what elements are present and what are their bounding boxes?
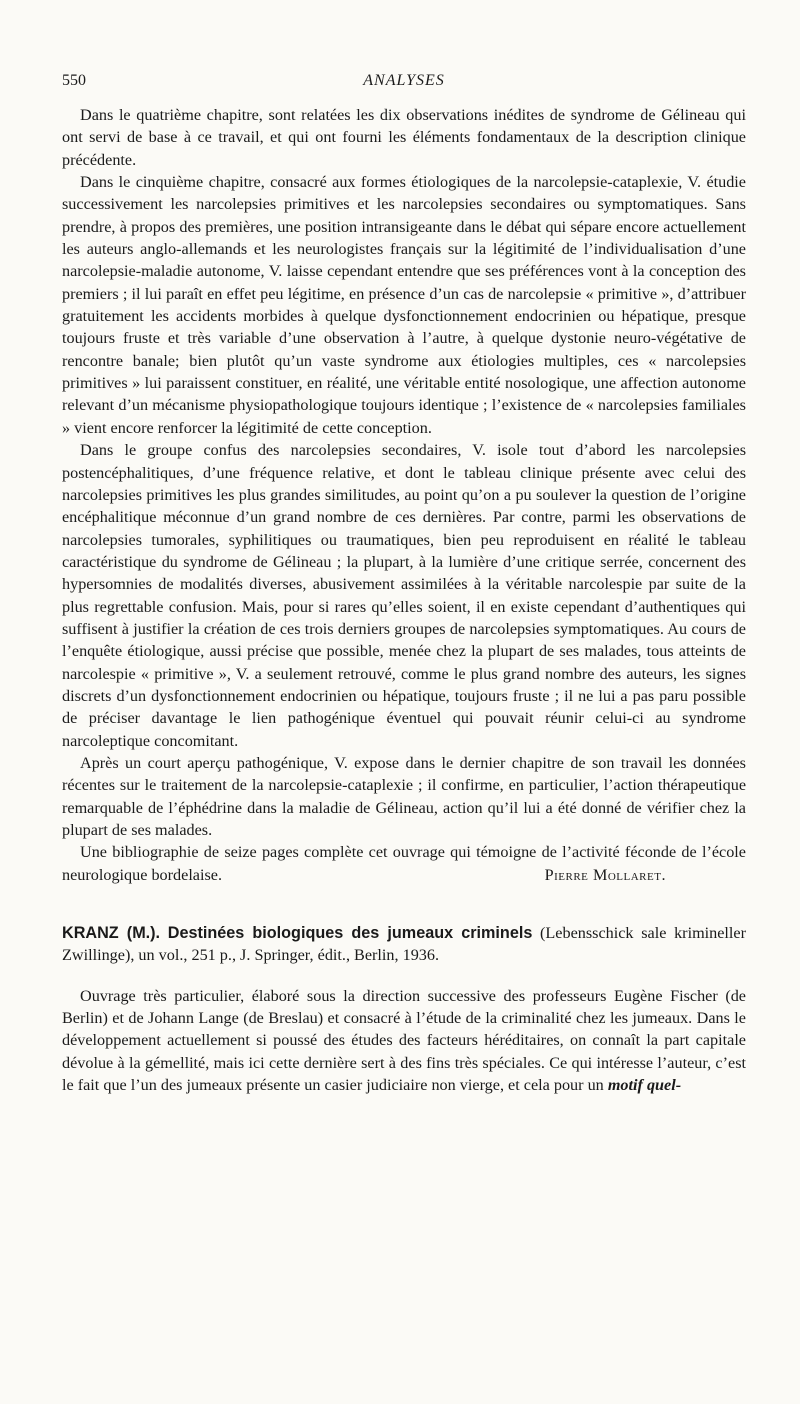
page-header — [62, 72, 746, 96]
review-author: KRANZ (M.). — [62, 924, 161, 943]
paragraph-with-signature — [62, 841, 746, 886]
review-text-italic: motif quel- — [607, 1076, 682, 1095]
review-heading — [62, 922, 746, 967]
paragraph: Dans le groupe confus des narcolepsies secondaires, V. isole tout d’abord les narcolepsies postencéphalitiques, d’une fréquence relative, et dont le tableau clinique présente avec celui des narcolepsies primitives les plus grandes similitudes, au point qu’on a pu soulever la question de l’origine encéphalitique méconnue d’un grand nombre de ces dernières. Par contre, parmi les observations de narcolepsies tumorales, syphilitiques ou traumatiques, bien peu reproduisent en réalité le tableau caractéristique du syndrome de Gélineau ; la plupart, à la lumière d’une critique serrée, concernent des hypersomnies de modalités diverses, abusivement assimilées à la véritable narcolespie par suite de la plus regrettable confusion. Mais, pour si rares qu’elles soient, il en existe cependant d’authentiques qui suffisent à justifier la création de ces trois derniers groupes de narcolepsies symptomatiques. Au cours de l’enquête étiologique, aussi précise que possible, menée chez la plupart de ses malades, tous atteints de narcolespie « primitive », V. a seulement retrouvé, comme le plus grand nombre des auteurs, les signes discrets d’un dysfonctionnement endocrinien ou hépatique, toujours fruste ; il ne lui a pas paru possible de préciser davantage le lien pathogénique éventuel qui pouvait réunir celui-ci au syndrome narcoleptique concomitant. — [62, 441, 746, 750]
review-paragraph — [62, 985, 746, 1097]
paragraph-text: Une bibliographie de seize pages complète cet ouvrage qui témoigne de l’activité féconde de l’école neurologique bordelaise. — [62, 843, 746, 884]
running-head: ANALYSES — [363, 72, 445, 89]
review-title: Destinées biologiques des jumeaux criminels — [167, 924, 533, 943]
page-body — [62, 104, 746, 1096]
paragraph: Dans le cinquième chapitre, consacré aux formes étiologiques de la narcolepsie-cataplexie, V. étudie successivement les narcolepsies primitives et les narcolepsies secondaires ou symptomatiques. Sans prendre, à propos des premières, une position intransigeante dans le débat qui sépare encore actuellement les auteurs anglo-allemands et les neurologistes français sur la légitimité de l’individualisation d’une narcolepsie-maladie autonome, V. laisse cependant entendre que ses préférences vont à la conception des premiers ; il lui paraît en effet peu légitime, en présence d’un cas de narcolepsie « primitive », d’attribuer gratuitement les accidents morbides à quelque dysfonctionnement endocrinien ou hépatique, presque toujours fruste et très variable d’une observation à l’autre, à quelque dystonie neuro-végétative de rencontre banale; bien plutôt qu’un vaste syndrome aux étiologies multiples, ces « narcolepsies primitives » lui paraissent constituer, en réalité, une véritable entité nosologique, une affection autonome relevant d’un mécanisme physiopathologique toujours identique ; l’existence de « narcolepsies familiales » vient encore renforcer la légitimité de cette conception. — [62, 173, 746, 437]
page-number: 550 — [62, 72, 86, 89]
paragraph: Dans le quatrième chapitre, sont relatées les dix observations inédites de syndrome de Gélineau qui ont servi de base à ce travail, et qui ont fourni les éléments fondamentaux de la description clinique précédente. — [62, 106, 746, 169]
signature: Pierre Mollaret. — [544, 865, 666, 884]
review-citation: (Lebensschick sale krimineller Zwillinge), un vol., 251 p., J. Springer, édit., Berlin, 1936. — [62, 924, 747, 965]
paragraph: Après un court aperçu pathogénique, V. expose dans le dernier chapitre de son travail les données récentes sur le traitement de la narcolepsie-cataplexie ; il confirme, en particulier, l’action thérapeutique remarquable de l’éphédrine dans la maladie de Gélineau, action qu’il lui a été donné de vérifier chez la plupart de ses malades. — [62, 753, 746, 839]
review-text: Ouvrage très particulier, élaboré sous la direction successive des professeurs Eugène Fischer (de Berlin) et de Johann Lange (de Breslau) et consacré à l’étude de la criminalité chez les jumeaux. Dans le développement actuellement si poussé des études des facteurs héréditaires, on connaît la part capitale dévolue à la gémellité, mais ici cette dernière sert à des fins très spéciales. Ce qui intéresse l’auteur, c’est le fait que l’un des jumeaux présente un casier judiciaire non vierge, et cela pour un — [62, 986, 746, 1095]
